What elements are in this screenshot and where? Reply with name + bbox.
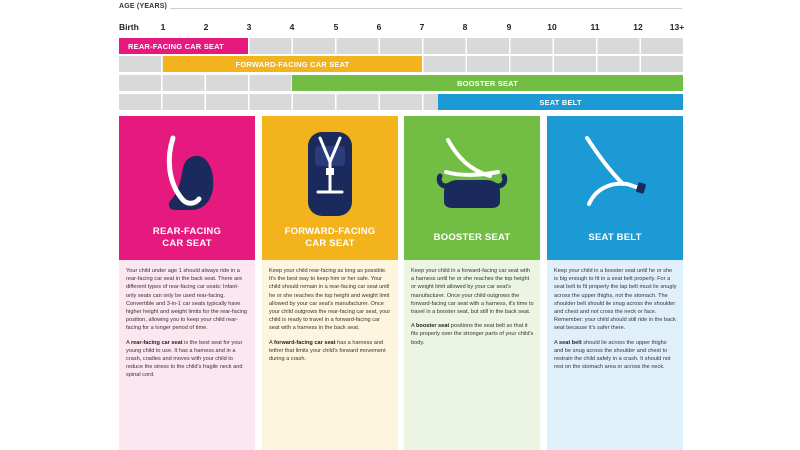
age-tick-12: 12 bbox=[633, 22, 643, 32]
booster-seat-description: Keep your child in a forward-facing car seat with a harness until he or she reaches the top height or weight limit allowed by your car seat's manufacturer. Once your child outgrows the forward-facing car seat with a harness, it's time to travel in a booster seat, but still in the back seat. bbox=[411, 268, 534, 316]
axis-divider bbox=[170, 8, 682, 9]
age-tick-8: 8 bbox=[462, 22, 468, 32]
rear-facing-note-text: is the best seat for your young child to use. It has a harness and in a crash, cradles and moves with your child to reduce the stress to the child's fragile neck and spinal cord. bbox=[126, 339, 243, 379]
age-axis-title: AGE (YEARS) bbox=[119, 3, 168, 10]
booster-seat-title: BOOSTER SEAT bbox=[433, 232, 511, 243]
age-tick-4: 4 bbox=[289, 22, 295, 32]
rear-facing-title-line1: REAR-FACING bbox=[152, 226, 222, 237]
seat-belt-card-body bbox=[547, 260, 683, 450]
rear-facing-bar-label: REAR-FACING CAR SEAT bbox=[128, 41, 224, 51]
booster-age-bar bbox=[292, 75, 683, 91]
seat-belt-note-prefix: A bbox=[554, 339, 559, 346]
booster-seat-card-body bbox=[404, 260, 540, 450]
forward-facing-title-line2: CAR SEAT bbox=[305, 238, 355, 249]
forward-facing-note-text: has a harness and tether that limits your child's forward movement during a crash. bbox=[269, 339, 386, 363]
booster-seat-note-prefix: A bbox=[411, 323, 416, 330]
rear-facing-description: Your child under age 1 should always ride in a rear-facing car seat in the back seat. There are different types of rear-facing car seats: Infant-only seats can only be used rear-facing. Convertible and 3-in-1 car seats typically have higher height and weight limits for the rear-facing position, allowing you to keep your child rear-facing for a longer period of time. bbox=[126, 268, 247, 332]
booster-seat-card-header bbox=[404, 116, 540, 260]
forward-facing-card bbox=[262, 116, 398, 450]
booster-bar-label: BOOSTER SEAT bbox=[456, 78, 519, 88]
booster-seat-card bbox=[404, 116, 540, 450]
booster-seat-note bbox=[411, 322, 534, 347]
age-tick-6: 6 bbox=[376, 22, 382, 32]
forward-facing-car-seat-icon bbox=[300, 128, 360, 220]
age-tick-10: 10 bbox=[547, 22, 557, 32]
seat-belt-age-bar bbox=[438, 94, 683, 110]
rear-facing-age-bar bbox=[119, 38, 248, 54]
rear-facing-title-line2: CAR SEAT bbox=[162, 238, 212, 249]
seat-belt-bar-label: SEAT BELT bbox=[539, 97, 582, 107]
age-tick-3: 3 bbox=[246, 22, 252, 32]
seat-belt-note-emphasis: seat belt bbox=[558, 339, 582, 346]
timeline-row-seat-belt bbox=[119, 94, 683, 110]
forward-facing-note-emphasis: forward-facing car seat bbox=[273, 339, 336, 346]
rear-facing-card-header bbox=[119, 116, 255, 260]
booster-seat-note-text: positions the seat belt so that it fits properly over the stronger parts of your child's body. bbox=[411, 323, 534, 346]
forward-facing-bar-label: FORWARD-FACING CAR SEAT bbox=[235, 59, 350, 69]
forward-facing-age-bar bbox=[163, 56, 422, 72]
age-tick-7: 7 bbox=[419, 22, 425, 32]
age-tick-birth: Birth bbox=[119, 22, 139, 32]
rear-facing-note-emphasis: rear-facing car seat bbox=[130, 339, 183, 346]
age-tick-5: 5 bbox=[333, 22, 339, 32]
seat-belt-description: Keep your child in a booster seat until he or she is big enough to fit in a seat belt properly. For a seat belt to fit properly the lap belt must lie snugly across the upper thighs, not the stomach. The shoulder belt should lie snug across the shoulder and chest and not cross the neck or face. Remember: your child should still ride in the back seat because it's safer there. bbox=[554, 268, 677, 332]
forward-facing-note-prefix: A bbox=[269, 339, 274, 346]
seat-belt-icon bbox=[581, 132, 653, 216]
age-tick-1: 1 bbox=[160, 22, 166, 32]
age-tick-2: 2 bbox=[203, 22, 209, 32]
seat-belt-card bbox=[547, 116, 683, 450]
age-tick-13-plus: 13+ bbox=[669, 22, 685, 32]
forward-facing-card-body bbox=[262, 260, 398, 450]
seat-belt-note bbox=[554, 339, 677, 372]
seat-belt-card-header bbox=[547, 116, 683, 260]
seat-belt-note-text: should lie across the upper thighs and be snug across the shoulder and chest to restrain the child safely in a crash. It should not rest on the stomach area or across the neck. bbox=[554, 339, 671, 371]
age-tick-9: 9 bbox=[506, 22, 512, 32]
forward-facing-description: Keep your child rear-facing as long as possible. It's the best way to keep him or her safe. Your child should remain in a rear-facing car seat until he or she reaches the top height and weight limit allowed by your car seat's manufacturer. Once your child outgrows the rear-facing car seat, your child is ready to travel in a forward-facing car seat with a harness in the back seat. bbox=[269, 268, 391, 332]
booster-seat-note-emphasis: booster seat bbox=[415, 323, 450, 330]
rear-facing-card bbox=[119, 116, 255, 450]
timeline-row-rear-facing bbox=[119, 38, 683, 54]
timeline-row-forward-facing bbox=[119, 56, 683, 72]
rear-facing-car-seat-icon bbox=[155, 130, 219, 220]
forward-facing-title-line1: FORWARD-FACING bbox=[284, 226, 376, 237]
seat-belt-title: SEAT BELT bbox=[588, 232, 642, 243]
age-tick-11: 11 bbox=[590, 22, 600, 32]
booster-seat-icon bbox=[434, 136, 510, 214]
rear-facing-note bbox=[126, 339, 249, 380]
forward-facing-note bbox=[269, 339, 392, 364]
rear-facing-note-prefix: A bbox=[126, 339, 131, 346]
rear-facing-card-body bbox=[119, 260, 255, 450]
timeline-row-booster bbox=[119, 75, 683, 91]
forward-facing-card-header bbox=[262, 116, 398, 260]
